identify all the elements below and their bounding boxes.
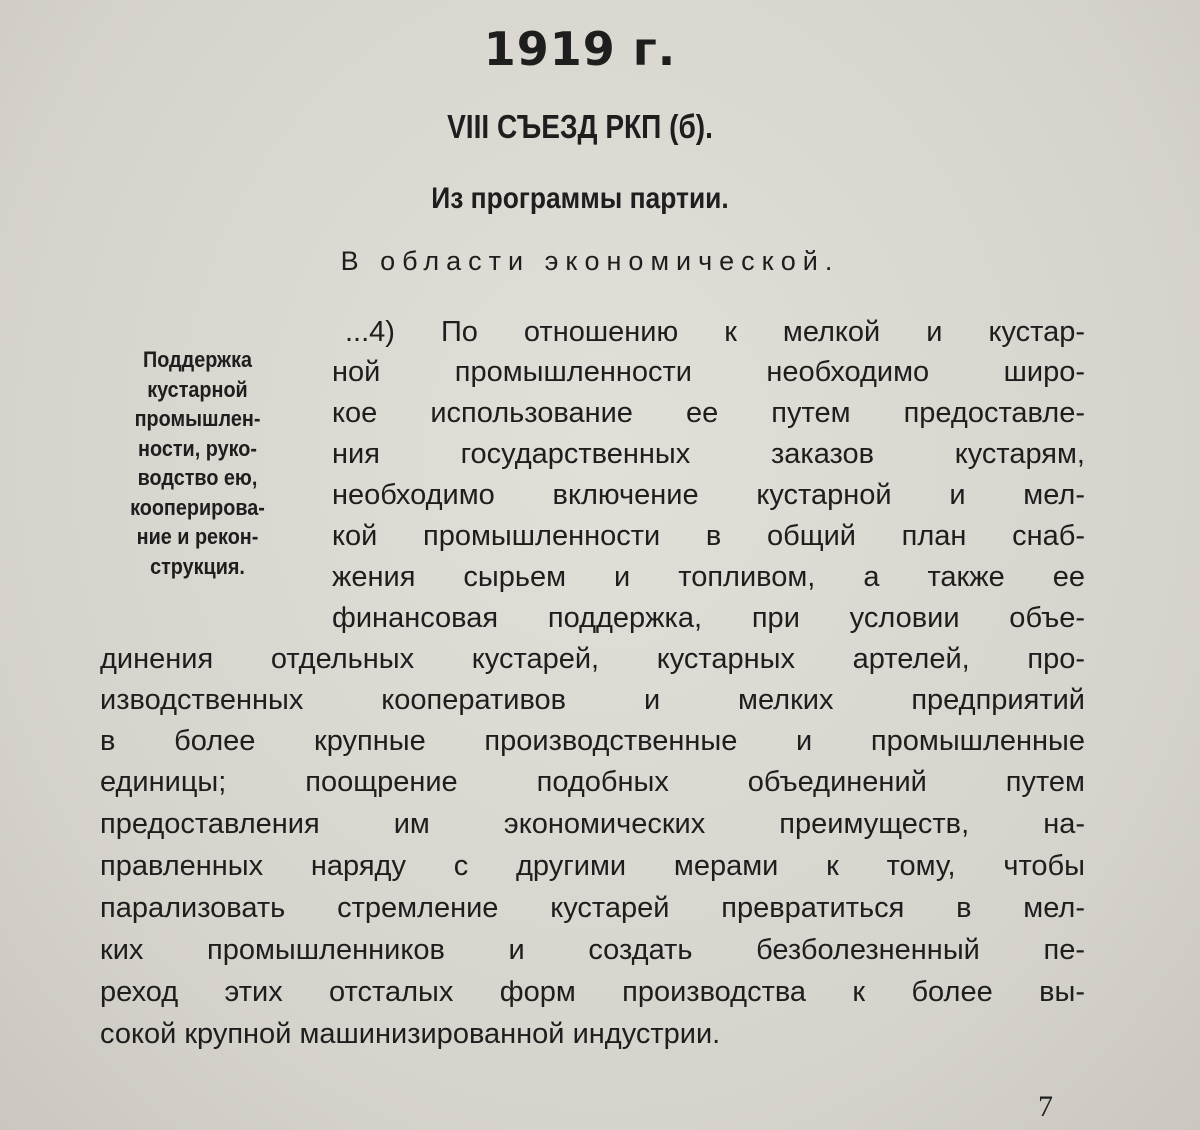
- text-line: парализовать стремление кустарей превратиться в мел-: [100, 892, 1085, 924]
- section-heading: В области экономической.: [340, 246, 840, 276]
- margin-note-line: кустарной: [147, 376, 248, 402]
- page-number: 7: [1038, 1090, 1053, 1123]
- text-line: кой промышленности в общий план снаб-: [332, 520, 1085, 552]
- margin-note-line: промышлен-: [134, 406, 261, 431]
- margin-note: [110, 345, 286, 581]
- year-heading: 1919 г.: [483, 22, 677, 76]
- margin-note-line: струкция.: [150, 553, 245, 579]
- text-line: ния государственных заказов кустарям,: [332, 438, 1085, 470]
- excerpt-heading: Из программы партии.: [431, 182, 729, 215]
- text-line: сокой крупной машинизированной индустрии.: [100, 1018, 721, 1050]
- text-line: ной промышленности необходимо широ-: [332, 356, 1085, 388]
- text-line: динения отдельных кустарей, кустарных артелей, про-: [100, 643, 1085, 675]
- text-line: в более крупные производственные и промышленные: [100, 725, 1085, 757]
- text-line: правленных наряду с другими мерами к тому, чтобы: [100, 850, 1085, 882]
- text-line: единицы; поощрение подобных объединений путем: [100, 766, 1085, 798]
- text-line: жения сырьем и топливом, а также ее: [332, 561, 1085, 593]
- congress-heading: VIII СЪЕЗД РКП (б).: [447, 108, 713, 145]
- text-line: ких промышленников и создать безболезненный пе-: [100, 934, 1085, 966]
- margin-note-line: водство ею,: [137, 465, 258, 490]
- text-line: необходимо включение кустарной и мел-: [332, 479, 1085, 511]
- text-line: изводственных кооперативов и мелких предприятий: [100, 684, 1085, 716]
- text-line: предоставления им экономических преимуществ, на-: [100, 808, 1085, 840]
- text-line: финансовая поддержка, при условии объе-: [332, 602, 1085, 634]
- margin-note-line: Поддержка: [142, 347, 253, 372]
- margin-note-line: ности, руко-: [138, 435, 257, 461]
- text-line: кое использование ее путем предоставле-: [332, 397, 1085, 429]
- margin-note-line: кооперирова-: [130, 494, 265, 520]
- text-line: ...4) По отношению к мелкой и кустар-: [345, 316, 1085, 348]
- margin-note-line: ние и рекон-: [136, 524, 259, 549]
- text-line: реход этих отсталых форм производства к более вы-: [100, 976, 1085, 1008]
